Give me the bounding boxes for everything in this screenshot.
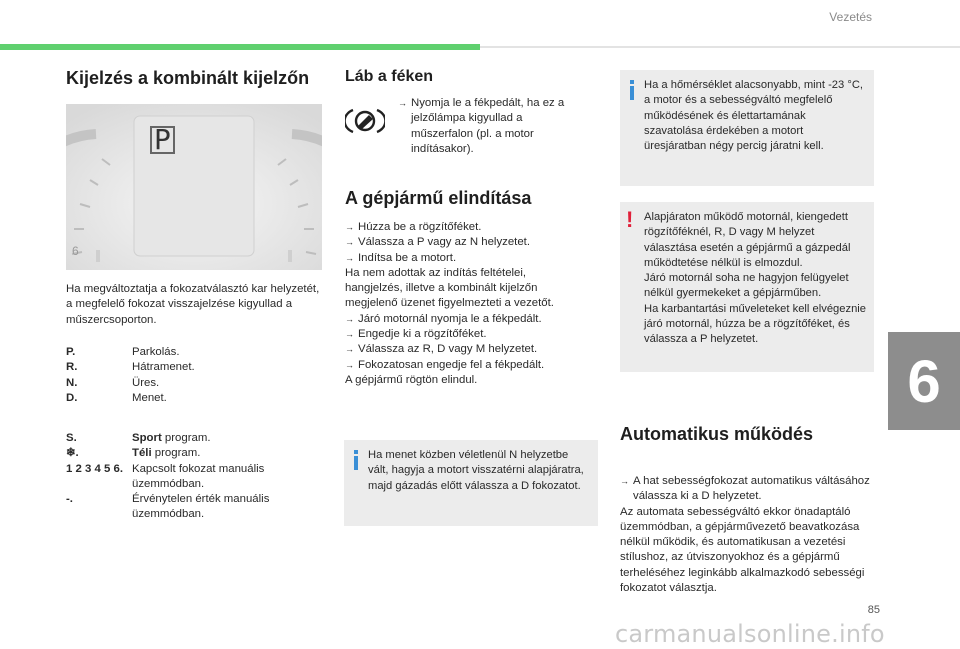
section-color-bar <box>0 44 480 50</box>
auto-text-block <box>620 474 878 596</box>
gear-row <box>66 345 292 360</box>
warning-icon: ! <box>626 207 634 232</box>
safety-warning-note <box>620 202 874 372</box>
mode-row <box>66 446 292 461</box>
neutral-info-text: Ha menet közben véletlenül N helyzetbe vált, hagyja a motort visszatérni alapjáratra, majd gázadás előtt válassza a D fokozatot. <box>368 449 584 492</box>
mode-rest: program. <box>161 432 211 444</box>
gear-value: Üres. <box>132 376 160 389</box>
neutral-info-note <box>344 440 598 526</box>
mode-key: 1 2 3 4 5 6. <box>66 462 123 475</box>
gear-key: R. <box>66 361 78 374</box>
foot-brake-title: Láb a féken <box>345 68 434 85</box>
start-paragraph: Ha nem adottak az indítás feltételei, hangjelzés, illetve a kombinált kijelzőn megjelenő üzenet figyelmezteti a vezetőt. <box>345 266 554 310</box>
gear-row <box>66 391 292 406</box>
gear-key: P. <box>66 346 76 358</box>
start-bullet: → Válassza az R, D vagy M helyzetet. <box>345 342 573 357</box>
warning-text-3: Ha karbantartási műveleteket kell elvégeznie járó motornál, húzza be a rögzítőféket, és válassza a P helyzetet. <box>644 302 867 346</box>
start-paragraph: A gépjármű rögtön elindul. <box>345 373 478 386</box>
start-bullet: → Húzza be a rögzítőféket. <box>345 220 573 235</box>
auto-bullet: → A hat sebességfokozat automatikus váltásához válassza ki a D helyzetet. <box>620 474 878 505</box>
mode-rest: Kapcsolt fokozat manuális üzemmódban. <box>132 462 265 490</box>
dash-gear-indicator: P <box>150 126 175 154</box>
mode-row <box>66 492 292 523</box>
start-bullet: → Indítsa be a motort. <box>345 251 573 266</box>
mode-rest: Érvénytelen érték manuális üzemmódban. <box>132 493 270 521</box>
foot-brake-text-block <box>398 96 573 157</box>
warning-text-2: Járó motornál soha ne hagyjon felügyelet nélkül gyermekeket a gépjárműben. <box>644 272 849 300</box>
cold-info-text: Ha a hőmérséklet alacsonyabb, mint -23 °C, a motor és a sebességváltó megfelelő működésének és élettartamának szavatolása érdekében a motort üresjáratban négy percig járatni kell. <box>644 79 864 153</box>
start-bullet: → Válassza a P vagy az N helyzetet. <box>345 235 573 250</box>
foot-brake-text: → Nyomja le a fékpedált, ha ez a jelzőlámpa kigyullad a műszerfalon (pl. a motor indításakor). <box>398 96 573 157</box>
section-name: Vezetés <box>829 10 872 24</box>
info-icon <box>626 80 638 100</box>
dash-scale-number: 6 <box>72 244 79 258</box>
gear-list <box>66 345 292 406</box>
display-intro-text: Ha megváltoztatja a fokozatválasztó kar helyzetét, a megfelelő fokozat visszajelzése kigyullad a műszercsoporton. <box>66 283 320 326</box>
foot-on-brake-icon <box>345 107 385 135</box>
page-number: 85 <box>867 604 880 616</box>
mode-bold: Téli <box>132 447 152 460</box>
header-rule <box>480 46 960 48</box>
cold-info-note <box>620 70 874 186</box>
start-section-title: A gépjármű elindítása <box>345 188 532 208</box>
gear-value: Parkolás. <box>132 346 180 358</box>
warning-text-1: Alapjáraton működő motornál, kiengedett rögzítőféknél, R, D vagy M helyzet választása esetén a gépjármű a gázpedál működtetése nélkül is elmozdul. <box>644 211 851 269</box>
mode-key: ❄. <box>66 447 79 460</box>
display-section-title: Kijelzés a kombinált kijelzőn <box>66 68 310 88</box>
gear-value: Menet. <box>132 391 167 404</box>
mode-list <box>66 431 292 523</box>
dashboard-illustration <box>66 104 322 270</box>
gear-row <box>66 360 292 375</box>
mode-rest: program. <box>151 447 201 460</box>
gear-value: Hátramenet. <box>132 361 195 374</box>
chapter-tab[interactable]: 6 <box>888 332 960 430</box>
mode-key: -. <box>66 493 73 506</box>
mode-key: S. <box>66 432 77 444</box>
auto-section-title: Automatikus működés <box>620 424 814 444</box>
start-bullet: → Járó motornál nyomja le a fékpedált. <box>345 312 573 327</box>
start-bullet: → Engedje ki a rögzítőféket. <box>345 327 573 342</box>
gear-key: N. <box>66 376 78 389</box>
gear-key: D. <box>66 391 78 404</box>
mode-row <box>66 462 292 493</box>
mode-bold: Sport <box>132 432 162 444</box>
gear-row <box>66 376 292 391</box>
mode-row <box>66 431 292 446</box>
watermark: carmanualsonline.info <box>615 620 885 648</box>
info-icon <box>350 450 362 470</box>
auto-paragraph: Az automata sebességváltó ekkor önadaptáló üzemmódban, a gépjárművezető beavatkozása nélkül működik, és automatikusan a vezetési stílushoz, az útviszonyokhoz és a gépjármű terheléséhez leginkább alkalmazkodó sebességi fokozatot választja. <box>620 505 865 595</box>
start-bullet: → Fokozatosan engedje fel a fékpedált. <box>345 358 573 373</box>
start-instructions <box>345 220 573 388</box>
